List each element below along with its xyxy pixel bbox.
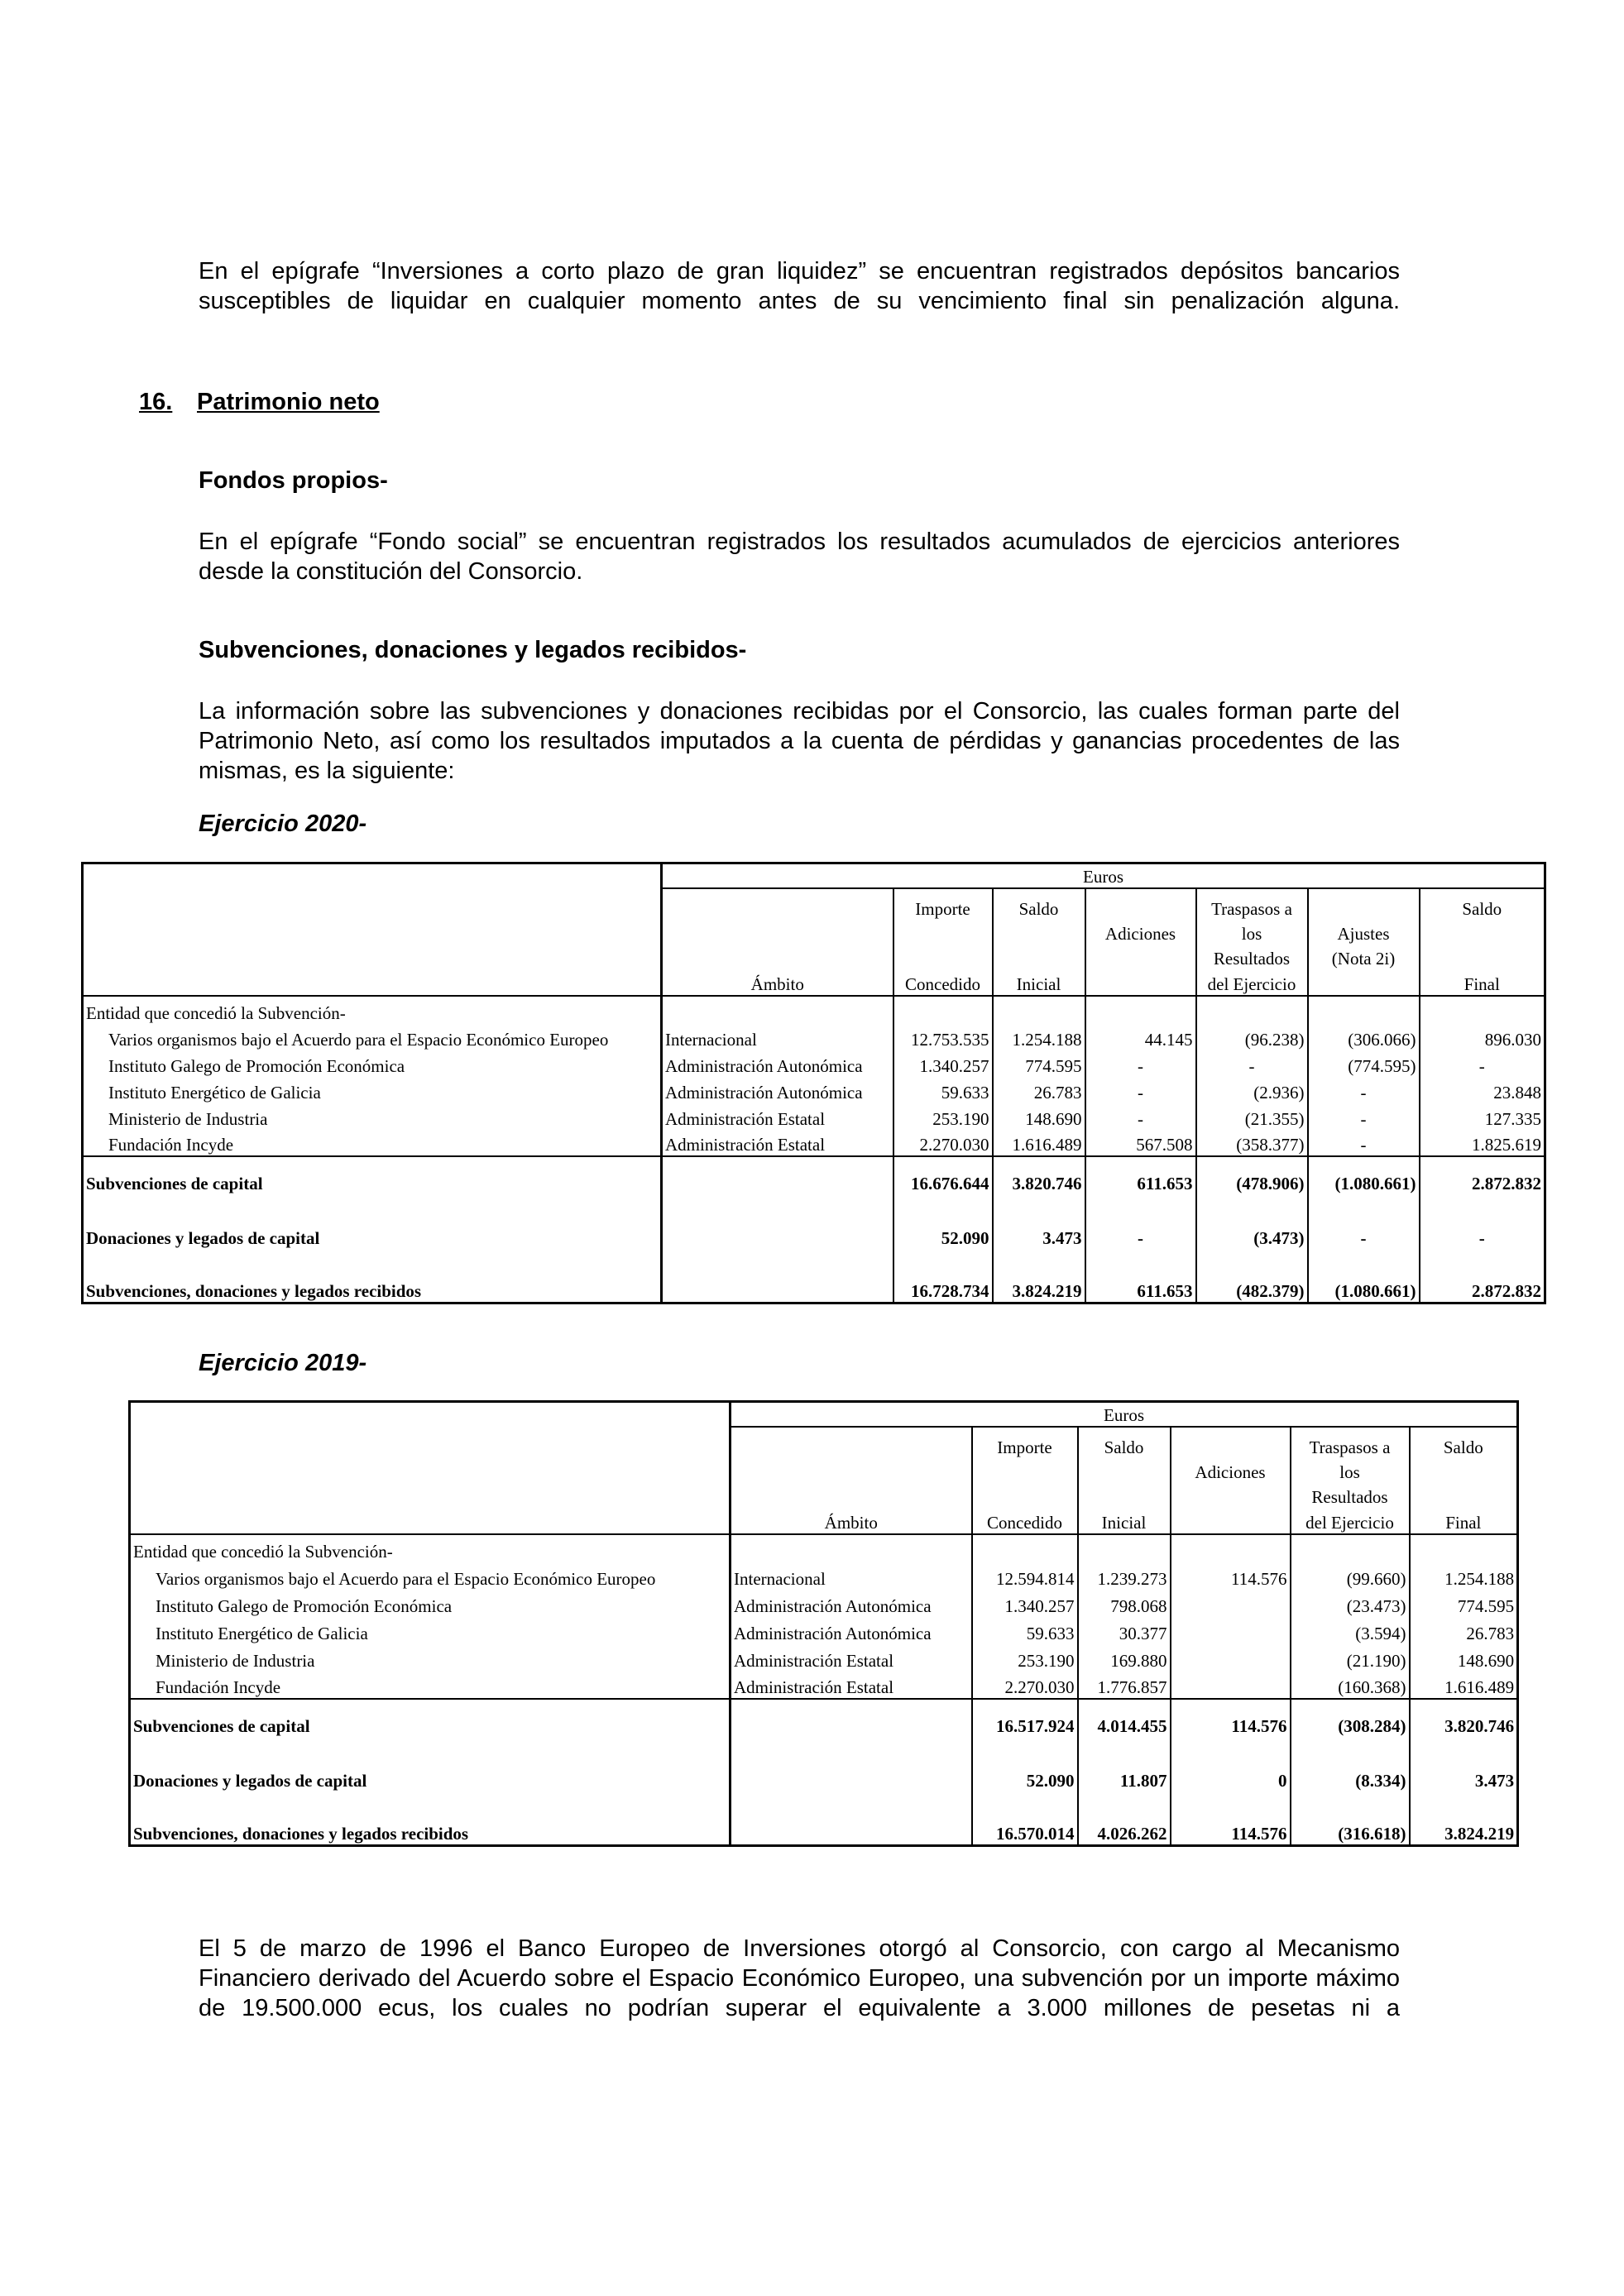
table-row — [130, 1617, 1518, 1644]
col-header-saldo-final: Saldo — [1410, 1427, 1518, 1458]
total-saldo-final: 2.872.832 — [1420, 1156, 1545, 1194]
paragraph-text: La información sobre las subvenciones y donaciones recibidas por el Consorcio, las cuales forman parte del Patrimonio Neto, así como los resultados imputados a la cuenta de pérdidas y ganancias procedentes de las mismas, es la siguiente: — [199, 698, 1400, 784]
total-traspasos: (308.284) — [1291, 1699, 1410, 1737]
cell-traspasos: (21.355) — [1196, 1103, 1308, 1130]
total-saldo-final: 2.872.832 — [1420, 1249, 1545, 1303]
total-saldo-final: - — [1420, 1194, 1545, 1249]
cell-importe: 12.753.535 — [893, 1024, 993, 1050]
cell-ambito: Internacional — [662, 1024, 893, 1050]
col-header-traspasos: Traspasos a — [1291, 1427, 1410, 1458]
total-row — [83, 1156, 1545, 1194]
cell-importe: 2.270.030 — [893, 1130, 993, 1156]
cell-traspasos: (99.660) — [1291, 1562, 1410, 1590]
cell-saldo-inicial: 798.068 — [1078, 1590, 1171, 1617]
cell-ambito: Administración Autonómica — [662, 1077, 893, 1103]
paragraph-intro — [199, 256, 1400, 316]
cell-importe: 253.190 — [972, 1644, 1078, 1672]
total-importe: 52.090 — [972, 1737, 1078, 1791]
cell-ajustes: (306.066) — [1308, 1024, 1420, 1050]
col-header-importe: Importe — [893, 888, 993, 920]
cell-saldo-final: - — [1420, 1050, 1545, 1077]
section-number: 16. — [139, 389, 173, 415]
table-ejercicio-2019 — [128, 1400, 1519, 1847]
total-saldo-final: 3.473 — [1410, 1737, 1518, 1791]
cell-importe: 253.190 — [893, 1103, 993, 1130]
col-header-saldo-inicial-2: Inicial — [993, 969, 1085, 996]
cell-ajustes: (774.595) — [1308, 1050, 1420, 1077]
cell-saldo-inicial: 30.377 — [1078, 1617, 1171, 1644]
cell-saldo-final: 1.825.619 — [1420, 1130, 1545, 1156]
total-importe: 16.728.734 — [893, 1249, 993, 1303]
total-label: Subvenciones, donaciones y legados recibidos — [133, 1824, 469, 1844]
total-traspasos: (316.618) — [1291, 1791, 1410, 1846]
total-importe: 52.090 — [893, 1194, 993, 1249]
cell-ambito: Administración Estatal — [731, 1644, 972, 1672]
cell-traspasos: (21.190) — [1291, 1644, 1410, 1672]
col-header-importe: Importe — [972, 1427, 1078, 1458]
cell-importe: 59.633 — [893, 1077, 993, 1103]
total-adiciones: 0 — [1171, 1737, 1291, 1791]
col-header-adiciones: Adiciones — [1085, 920, 1196, 945]
table-ejercicio-2020 — [81, 862, 1546, 1304]
caption-ejercicio-2020: Ejercicio 2020- — [199, 811, 367, 837]
cell-entidad: Ministerio de Industria — [156, 1650, 315, 1671]
total-ajustes: (1.080.661) — [1308, 1249, 1420, 1303]
cell-adiciones — [1171, 1590, 1291, 1617]
cell-importe: 2.270.030 — [972, 1672, 1078, 1699]
total-importe: 16.517.924 — [972, 1699, 1078, 1737]
col-header-saldo-final-2: Final — [1410, 1508, 1518, 1534]
cell-entidad: Fundación Incyde — [156, 1677, 281, 1697]
table-row — [83, 1077, 1545, 1103]
total-traspasos: (482.379) — [1196, 1249, 1308, 1303]
cell-importe: 59.633 — [972, 1617, 1078, 1644]
total-ajustes: (1.080.661) — [1308, 1156, 1420, 1194]
section-title: Patrimonio neto — [197, 389, 380, 415]
total-label: Donaciones y legados de capital — [86, 1227, 320, 1248]
total-label: Subvenciones de capital — [83, 1156, 662, 1194]
total-adiciones: 611.653 — [1085, 1156, 1196, 1194]
col-header-traspasos-2: los — [1196, 920, 1308, 945]
cell-saldo-final: 148.690 — [1410, 1644, 1518, 1672]
total-traspasos: (3.473) — [1196, 1194, 1308, 1249]
cell-traspasos: (358.377) — [1196, 1130, 1308, 1156]
cell-entidad: Fundación Incyde — [108, 1134, 234, 1155]
total-adiciones: - — [1085, 1194, 1196, 1249]
col-header-saldo-inicial-2: Inicial — [1078, 1508, 1171, 1534]
total-saldo-inicial: 11.807 — [1078, 1737, 1171, 1791]
col-header-ambito: Ámbito — [731, 1508, 972, 1534]
cell-ambito: Administración Estatal — [662, 1130, 893, 1156]
cell-adiciones — [1171, 1617, 1291, 1644]
entidad-label: Entidad que concedió la Subvención- — [130, 1534, 731, 1562]
total-label: Donaciones y legados de capital — [133, 1770, 367, 1791]
cell-entidad: Varios organismos bajo el Acuerdo para el Espacio Económico Europeo — [156, 1568, 656, 1589]
cell-entidad: Varios organismos bajo el Acuerdo para el Espacio Económico Europeo — [108, 1029, 609, 1050]
paragraph-text: En el epígrafe “Fondo social” se encuentran registrados los resultados acumulados de ejercicios anteriores desde la constitución del Consorcio. — [199, 529, 1400, 585]
subheading-fondos-propios: Fondos propios- — [199, 467, 388, 494]
cell-saldo-final: 1.616.489 — [1410, 1672, 1518, 1699]
total-saldo-final: 3.820.746 — [1410, 1699, 1518, 1737]
cell-saldo-inicial: 774.595 — [993, 1050, 1085, 1077]
cell-entidad: Instituto Galego de Promoción Económica — [108, 1055, 405, 1076]
total-saldo-inicial: 3.820.746 — [993, 1156, 1085, 1194]
cell-saldo-inicial: 1.239.273 — [1078, 1562, 1171, 1590]
cell-saldo-final: 26.783 — [1410, 1617, 1518, 1644]
total-label: Subvenciones, donaciones y legados recibidos — [86, 1281, 422, 1301]
cell-saldo-final: 774.595 — [1410, 1590, 1518, 1617]
cell-adiciones — [1171, 1672, 1291, 1699]
col-header-traspasos-2: los — [1291, 1458, 1410, 1483]
col-header-ajustes-2: (Nota 2i) — [1308, 945, 1420, 969]
total-traspasos: (478.906) — [1196, 1156, 1308, 1194]
total-adiciones: 611.653 — [1085, 1249, 1196, 1303]
cell-adiciones: - — [1085, 1103, 1196, 1130]
table-row — [130, 1644, 1518, 1672]
cell-traspasos: (3.594) — [1291, 1617, 1410, 1644]
cell-traspasos: - — [1196, 1050, 1308, 1077]
col-header-ambito: Ámbito — [662, 969, 893, 996]
col-header-traspasos-3: Resultados — [1196, 945, 1308, 969]
table-row — [130, 1562, 1518, 1590]
total-traspasos: (8.334) — [1291, 1737, 1410, 1791]
cell-ambito: Administración Autonómica — [731, 1590, 972, 1617]
cell-saldo-inicial: 26.783 — [993, 1077, 1085, 1103]
col-header-saldo-inicial: Saldo — [1078, 1427, 1171, 1458]
table-row — [83, 1130, 1545, 1156]
table-row — [83, 1103, 1545, 1130]
cell-adiciones: - — [1085, 1077, 1196, 1103]
cell-saldo-final: 1.254.188 — [1410, 1562, 1518, 1590]
total-row — [83, 1194, 1545, 1249]
col-header-traspasos-4: del Ejercicio — [1196, 969, 1308, 996]
paragraph-bei — [199, 1934, 1400, 2023]
col-header-traspasos: Traspasos a — [1196, 888, 1308, 920]
cell-ajustes: - — [1308, 1103, 1420, 1130]
cell-adiciones: - — [1085, 1050, 1196, 1077]
cell-saldo-inicial: 1.616.489 — [993, 1130, 1085, 1156]
total-ajustes: - — [1308, 1194, 1420, 1249]
cell-saldo-final: 127.335 — [1420, 1103, 1545, 1130]
col-header-importe-2: Concedido — [972, 1508, 1078, 1534]
col-header-ajustes: Ajustes — [1308, 920, 1420, 945]
total-saldo-inicial: 3.473 — [993, 1194, 1085, 1249]
cell-traspasos: (96.238) — [1196, 1024, 1308, 1050]
cell-ambito: Administración Estatal — [662, 1103, 893, 1130]
col-header-adiciones: Adiciones — [1171, 1458, 1291, 1483]
cell-saldo-inicial: 1.254.188 — [993, 1024, 1085, 1050]
cell-adiciones: 114.576 — [1171, 1562, 1291, 1590]
col-header-saldo-final-2: Final — [1420, 969, 1545, 996]
col-header-saldo-final: Saldo — [1420, 888, 1545, 920]
cell-entidad: Ministerio de Industria — [108, 1108, 268, 1129]
paragraph-text: En el epígrafe “Inversiones a corto plazo de gran liquidez” se encuentran registrados depósitos bancarios susceptibles de liquidar en cualquier momento antes de su vencimiento final sin penalización alguna. — [199, 258, 1400, 314]
cell-saldo-final: 23.848 — [1420, 1077, 1545, 1103]
cell-ambito: Internacional — [731, 1562, 972, 1590]
entidad-label: Entidad que concedió la Subvención- — [83, 996, 662, 1024]
paragraph-subvenciones-info — [199, 696, 1400, 786]
col-header-saldo-inicial: Saldo — [993, 888, 1085, 920]
section-heading — [139, 389, 380, 416]
col-header-traspasos-3: Resultados — [1291, 1483, 1410, 1508]
table-row — [83, 1050, 1545, 1077]
col-header-traspasos-4: del Ejercicio — [1291, 1508, 1410, 1534]
cell-traspasos: (2.936) — [1196, 1077, 1308, 1103]
total-saldo-inicial: 4.014.455 — [1078, 1699, 1171, 1737]
total-saldo-inicial: 4.026.262 — [1078, 1791, 1171, 1846]
cell-saldo-inicial: 169.880 — [1078, 1644, 1171, 1672]
cell-saldo-inicial: 1.776.857 — [1078, 1672, 1171, 1699]
total-importe: 16.570.014 — [972, 1791, 1078, 1846]
cell-traspasos: (23.473) — [1291, 1590, 1410, 1617]
cell-saldo-final: 896.030 — [1420, 1024, 1545, 1050]
total-row — [130, 1737, 1518, 1791]
col-header-importe-2: Concedido — [893, 969, 993, 996]
total-saldo-final: 3.824.219 — [1410, 1791, 1518, 1846]
total-row — [130, 1791, 1518, 1846]
cell-importe: 1.340.257 — [972, 1590, 1078, 1617]
cell-importe: 12.594.814 — [972, 1562, 1078, 1590]
total-label: Subvenciones de capital — [130, 1699, 731, 1737]
paragraph-fondo-social — [199, 527, 1400, 586]
cell-saldo-inicial: 148.690 — [993, 1103, 1085, 1130]
cell-entidad: Instituto Energético de Galicia — [156, 1623, 368, 1643]
cell-ambito: Administración Autonómica — [731, 1617, 972, 1644]
paragraph-text: El 5 de marzo de 1996 el Banco Europeo de Inversiones otorgó al Consorcio, con cargo al Mecanismo Financiero derivado del Acuerdo sobre el Espacio Económico Europeo, una subvención por un importe máximo de 19.500.000 ecus, los cuales no podrían superar el equivalente a 3.000 millones de pesetas ni a — [199, 1935, 1400, 2021]
table-row — [130, 1590, 1518, 1617]
cell-entidad: Instituto Energético de Galicia — [108, 1082, 321, 1103]
cell-adiciones: 44.145 — [1085, 1024, 1196, 1050]
total-adiciones: 114.576 — [1171, 1791, 1291, 1846]
total-saldo-inicial: 3.824.219 — [993, 1249, 1085, 1303]
cell-importe: 1.340.257 — [893, 1050, 993, 1077]
total-row — [130, 1699, 1518, 1737]
cell-ambito: Administración Estatal — [731, 1672, 972, 1699]
caption-ejercicio-2019: Ejercicio 2019- — [199, 1350, 367, 1376]
cell-traspasos: (160.368) — [1291, 1672, 1410, 1699]
subheading-subvenciones: Subvenciones, donaciones y legados recibidos- — [199, 637, 747, 663]
total-importe: 16.676.644 — [893, 1156, 993, 1194]
table-row — [83, 1024, 1545, 1050]
cell-ambito: Administración Autonómica — [662, 1050, 893, 1077]
total-adiciones: 114.576 — [1171, 1699, 1291, 1737]
total-row — [83, 1249, 1545, 1303]
table-row — [130, 1672, 1518, 1699]
cell-ajustes: - — [1308, 1077, 1420, 1103]
cell-entidad: Instituto Galego de Promoción Económica — [156, 1595, 453, 1616]
euros-header: Euros — [662, 863, 1545, 888]
euros-header: Euros — [731, 1402, 1518, 1427]
cell-adiciones: 567.508 — [1085, 1130, 1196, 1156]
cell-ajustes: - — [1308, 1130, 1420, 1156]
cell-adiciones — [1171, 1644, 1291, 1672]
